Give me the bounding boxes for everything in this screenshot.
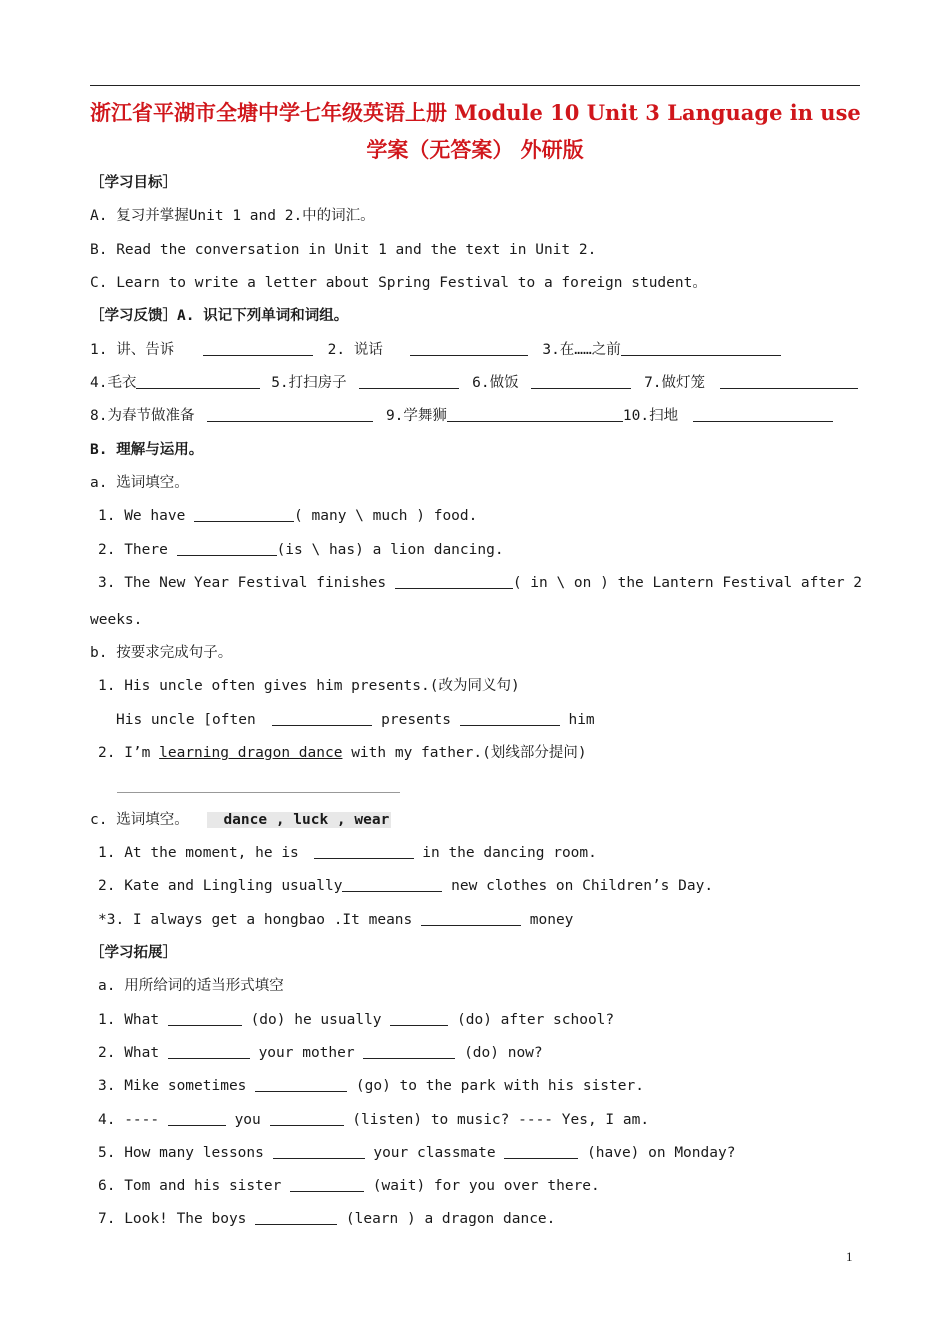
vocab-item-6: 6.做饭 — [472, 375, 519, 391]
exercise-text: money — [529, 912, 574, 928]
answer-blank[interactable] — [273, 1143, 365, 1159]
exercise-a2 — [98, 540, 504, 560]
exercise-text: 4. ---- — [98, 1112, 160, 1128]
answer-blank[interactable] — [447, 406, 623, 422]
exercise-text: your mother — [258, 1045, 355, 1061]
exercise-text: your classmate — [373, 1145, 496, 1161]
answer-blank[interactable] — [410, 340, 528, 356]
answer-blank[interactable] — [693, 406, 833, 422]
answer-blank[interactable] — [342, 876, 442, 892]
exercise-text: (learn ) a dragon dance. — [345, 1211, 556, 1227]
section-b-heading: b. 按要求完成句子。 — [90, 645, 233, 661]
vocab-item-2: 2. 说话 — [327, 342, 383, 358]
answer-blank[interactable] — [421, 910, 521, 926]
exercise-text: you — [234, 1112, 261, 1128]
exercise-text: 7. Look! The boys — [98, 1211, 247, 1227]
answer-blank[interactable] — [720, 373, 858, 389]
word-bank: dance , luck , wear — [207, 812, 391, 828]
answer-blank[interactable] — [390, 1010, 448, 1026]
extension-heading: ［学习拓展］ — [90, 945, 177, 961]
exercise-text: 3. Mike sometimes — [98, 1078, 247, 1094]
exercise-text: ( in \ on ) the Lantern Festival after 2 — [512, 575, 863, 591]
objective-a: A. 复习并掌握Unit 1 and 2.中的词汇。 — [90, 208, 375, 224]
exercise-c2 — [98, 876, 713, 896]
answer-blank[interactable] — [359, 373, 459, 389]
vocab-row-2 — [90, 373, 858, 393]
answer-blank[interactable] — [207, 406, 373, 422]
exercise-c3 — [98, 910, 573, 930]
title-line-2: 学案（无答案） 外研版 — [366, 137, 584, 162]
exercise-text: in the dancing room. — [422, 845, 597, 861]
answer-blank[interactable] — [290, 1176, 364, 1192]
vocab-item-1: 1. 讲、告诉 — [90, 342, 175, 358]
vocab-item-3: 3.在……之前 — [542, 342, 621, 358]
vocab-row-1 — [90, 340, 781, 360]
answer-blank[interactable] — [168, 1010, 242, 1026]
extension-item-5 — [98, 1143, 735, 1163]
exercise-c1 — [98, 843, 597, 863]
exercise-text: ( many \ much ) food. — [294, 508, 478, 524]
vocab-item-9: 9.学舞狮 — [385, 408, 447, 424]
answer-blank[interactable] — [272, 710, 372, 726]
extension-item-2 — [98, 1043, 543, 1063]
exercise-text: 1. At the moment, he is — [98, 845, 299, 861]
answer-blank[interactable] — [168, 1110, 226, 1126]
exercise-b1: 1. His uncle often gives him presents.(改为同义句) — [98, 678, 520, 694]
vocab-item-10: 10.扫地 — [622, 408, 679, 424]
exercise-text: 6. Tom and his sister — [98, 1178, 282, 1194]
exercise-text: 5. How many lessons — [98, 1145, 264, 1161]
exercise-text: with my father.(划线部分提问) — [351, 745, 587, 761]
answer-blank[interactable] — [136, 373, 260, 389]
exercise-text: 1. What — [98, 1012, 160, 1028]
extension-item-1 — [98, 1010, 614, 1030]
vocab-item-4: 4.毛衣 — [90, 375, 137, 391]
exercise-text: 2. Kate and Lingling usually — [98, 878, 343, 894]
understand-heading: B. 理解与运用。 — [90, 442, 204, 458]
exercise-text: (do) now? — [464, 1045, 543, 1061]
exercise-b1-answer — [116, 710, 595, 730]
extension-item-4 — [98, 1110, 649, 1130]
exercise-a1 — [98, 506, 477, 526]
exercise-text: 2. There — [98, 542, 168, 558]
objectives-heading: ［学习目标］ — [90, 175, 177, 191]
exercise-text: 1. We have — [98, 508, 186, 524]
vocab-item-8: 8.为春节做准备 — [90, 408, 195, 424]
exercise-text: (go) to the park with his sister. — [355, 1078, 644, 1094]
exercise-b2 — [98, 743, 587, 763]
vocab-item-7: 7.做灯笼 — [644, 375, 706, 391]
exercise-text: (do) after school? — [457, 1012, 615, 1028]
answer-blank[interactable] — [270, 1110, 344, 1126]
exercise-a3-continued: weeks. — [90, 612, 143, 628]
header-rule — [90, 85, 860, 86]
extension-item-3 — [98, 1076, 644, 1096]
objective-b: B. Read the conversation in Unit 1 and the text in Unit 2. — [90, 242, 597, 258]
answer-blank[interactable] — [255, 1209, 337, 1225]
exercise-text: new clothes on Children’s Day. — [451, 878, 714, 894]
objective-c: C. Learn to write a letter about Spring Festival to a foreign student。 — [90, 275, 707, 291]
answer-line[interactable] — [117, 792, 400, 793]
answer-blank[interactable] — [314, 843, 414, 859]
exercise-text: His uncle [often — [116, 712, 256, 728]
section-c-heading: c. 选词填空。 — [90, 812, 189, 828]
answer-blank[interactable] — [363, 1043, 455, 1059]
answer-blank[interactable] — [395, 573, 513, 589]
extension-item-6 — [98, 1176, 600, 1196]
title-line-1: 浙江省平湖市全塘中学七年级英语上册 Module 10 Unit 3 Language in use — [90, 100, 861, 125]
exercise-text: (do) he usually — [250, 1012, 382, 1028]
section-c-heading-row — [90, 810, 391, 830]
answer-blank[interactable] — [168, 1043, 250, 1059]
exercise-text: (wait) for you over there. — [372, 1178, 600, 1194]
answer-blank[interactable] — [255, 1076, 347, 1092]
feedback-heading: ［学习反馈］A. 识记下列单词和词组。 — [90, 308, 349, 324]
answer-blank[interactable] — [504, 1143, 578, 1159]
vocab-item-5: 5.打扫房子 — [271, 375, 347, 391]
exercise-text: 2. I’m — [98, 745, 151, 761]
extension-a-heading: a. 用所给词的适当形式填空 — [98, 978, 284, 994]
answer-blank[interactable] — [621, 340, 781, 356]
exercise-text: (is \ has) a lion dancing. — [276, 542, 504, 558]
answer-blank[interactable] — [460, 710, 560, 726]
exercise-text: presents — [381, 712, 451, 728]
answer-blank[interactable] — [177, 540, 277, 556]
exercise-text: him — [568, 712, 595, 728]
answer-blank[interactable] — [203, 340, 313, 356]
exercise-text: *3. I always get a hongbao .It means — [98, 912, 413, 928]
answer-blank[interactable] — [194, 506, 294, 522]
exercise-text: 3. The New Year Festival finishes — [98, 575, 387, 591]
section-a-heading: a. 选词填空。 — [90, 475, 189, 491]
vocab-row-3 — [90, 406, 833, 426]
exercise-a3 — [98, 573, 862, 593]
exercise-text: 2. What — [98, 1045, 160, 1061]
page-number: 1 — [846, 1249, 853, 1264]
answer-blank[interactable] — [531, 373, 631, 389]
extension-item-7 — [98, 1209, 555, 1229]
underlined-phrase: learning dragon dance — [159, 745, 343, 761]
exercise-text: (have) on Monday? — [587, 1145, 736, 1161]
exercise-text: (listen) to music? ---- Yes, I am. — [352, 1112, 650, 1128]
